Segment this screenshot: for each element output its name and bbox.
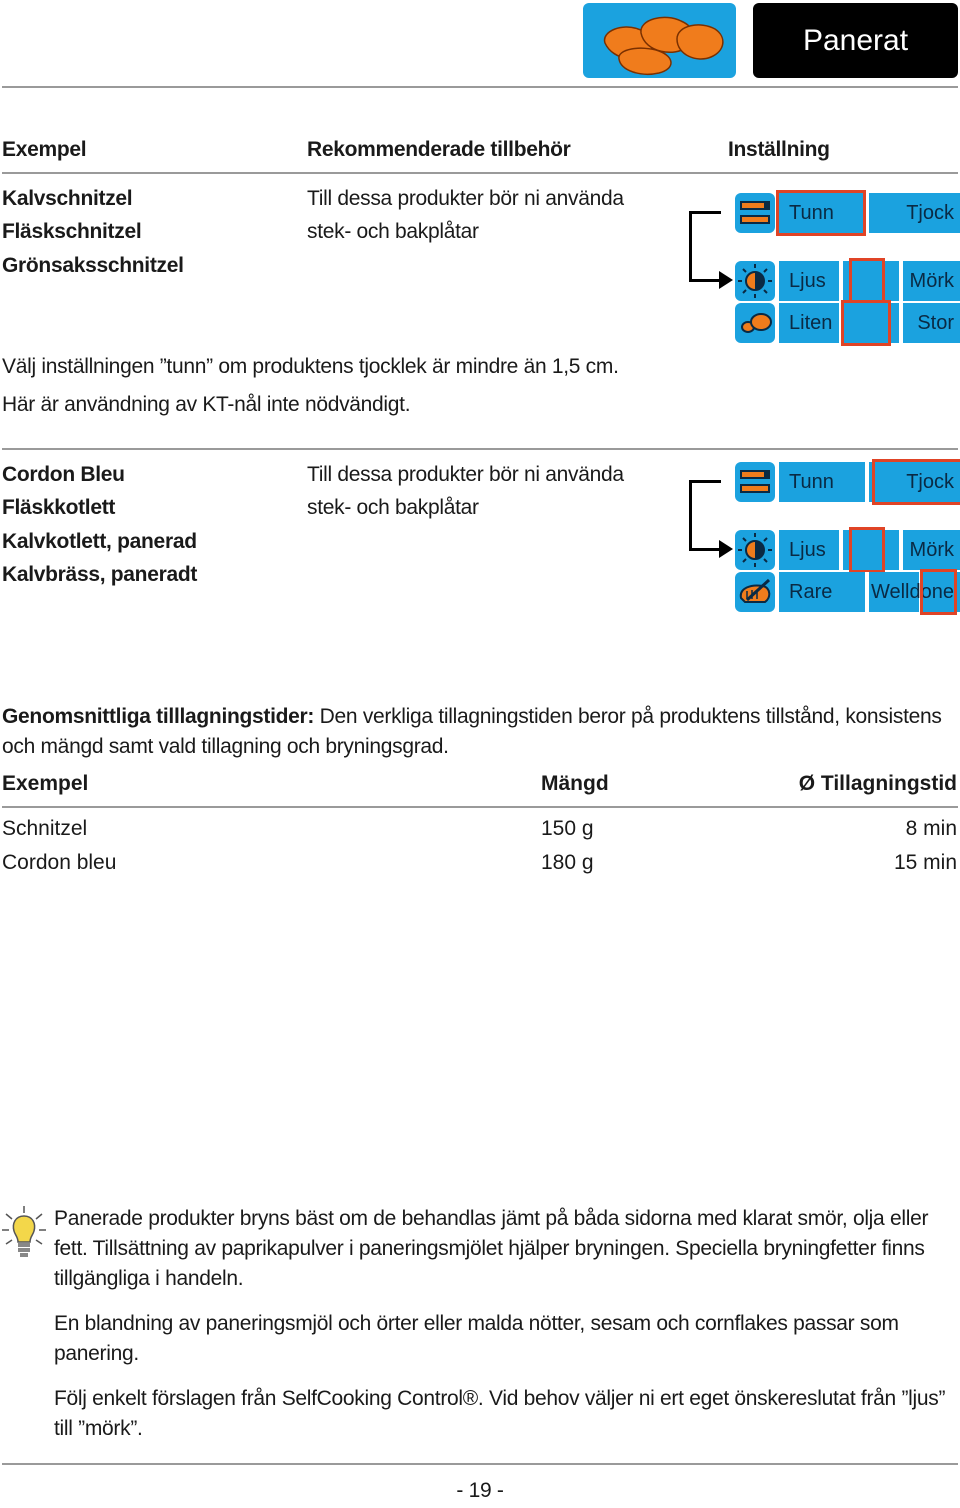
footer-divider (2, 1463, 958, 1465)
accessories-text: Till dessa produkter bör ni använda (307, 187, 624, 210)
setting-row-thickness[interactable] (779, 193, 960, 233)
setting-left-label: Liten (789, 312, 833, 334)
page-number: - 19 - (456, 1479, 504, 1502)
selection-marker (849, 527, 885, 573)
tip-line: tillgängliga i handeln. (54, 1267, 244, 1290)
header-example: Exempel (2, 138, 87, 161)
setting-right-label: Tjock (906, 202, 954, 224)
selection-marker (920, 569, 957, 615)
selection-marker (849, 258, 885, 304)
core-temp-icon (735, 572, 775, 612)
setting-left-label: Tunn (789, 471, 834, 493)
times-header-time: Ø Tillagningstid (798, 772, 957, 795)
selection-marker (872, 459, 960, 505)
setting-right-label: Welldone (870, 581, 954, 603)
header-divider (2, 86, 958, 88)
tip-line: fett. Tillsättning av paprikapulver i paneringsmjölet hjälper bryningen. Speciella bryningfetter finns (54, 1237, 925, 1260)
setting-right-label: Mörk (909, 270, 954, 292)
browning-icon (735, 530, 775, 570)
tip-line: En blandning av paneringsmjöl och örter eller malda nötter, sesam och cornflakes passar som (54, 1312, 899, 1335)
thickness-icon (735, 193, 775, 233)
tip-line: till ”mörk”. (54, 1417, 143, 1440)
list-item: Grönsaksschnitzel (2, 254, 184, 277)
list-item: Kalvbräss, paneradt (2, 563, 198, 586)
times-header-amount: Mängd (541, 772, 609, 795)
setting-row-browning[interactable] (779, 261, 960, 301)
cell-example: Schnitzel (2, 817, 88, 840)
setting-left-label: Ljus (789, 270, 826, 292)
list-item: Cordon Bleu (2, 463, 125, 486)
setting-right-label: Stor (917, 312, 954, 334)
cell-time: 8 min (905, 817, 957, 840)
header-accessories: Rekommenderade tillbehör (307, 138, 571, 161)
setting-left-label: Rare (789, 581, 833, 603)
tip-line: panering. (54, 1342, 139, 1365)
header-setting: Inställning (728, 138, 830, 161)
accessories-text: stek- och bakplåtar (307, 496, 479, 519)
times-header-divider (2, 806, 958, 808)
thickness-icon (735, 462, 775, 502)
times-intro (2, 700, 960, 734)
setting-row-size[interactable] (779, 303, 960, 343)
table-header-divider (2, 172, 958, 174)
breaded-cutlets-icon (583, 3, 736, 78)
times-header-example: Exempel (2, 772, 89, 795)
setting-left-label: Ljus (789, 539, 826, 561)
lightbulb-icon (2, 1204, 46, 1260)
tip-line: Panerade produkter bryns bäst om de behandlas jämt på båda sidorna med klarat smör, olja eller (54, 1207, 929, 1230)
cell-amount: 150 g (541, 817, 594, 840)
list-item: Kalvschnitzel (2, 187, 133, 210)
section-divider (2, 448, 958, 450)
browning-icon (735, 261, 775, 301)
tip-paragraph-3 (54, 1384, 959, 1444)
setting-right-label: Tjock (906, 471, 954, 493)
selection-marker (841, 300, 891, 346)
tip-paragraph-1 (54, 1204, 959, 1294)
logo-tile (583, 3, 736, 78)
times-intro-text: Den verkliga tillagningstiden beror på produktens tillstånd, konsistens (314, 705, 942, 728)
setting-left-label: Tunn (789, 202, 834, 224)
cell-amount: 180 g (541, 851, 594, 874)
list-item: Fläskkotlett (2, 496, 116, 519)
tip-line: Följ enkelt förslagen från SelfCooking Control®. Vid behov väljer ni ert eget önskereslutat från ”ljus” (54, 1387, 946, 1410)
setting-row-browning[interactable] (779, 530, 960, 570)
list-item: Kalvkotlett, panerad (2, 530, 197, 553)
setting-right-label: Mörk (909, 539, 954, 561)
setting-row-thickness[interactable] (779, 462, 960, 502)
accessories-text: stek- och bakplåtar (307, 220, 479, 243)
section-note: Här är användning av KT-nål inte nödvändigt. (2, 393, 411, 416)
setting-panel-1 (685, 193, 960, 345)
cell-example: Cordon bleu (2, 851, 117, 874)
section-note: Välj inställningen ”tunn” om produktens tjocklek är mindre än 1,5 cm. (2, 355, 619, 378)
page-title: Panerat (753, 3, 958, 78)
size-icon (735, 303, 775, 343)
times-intro-line2: och mängd samt vald tillagning och bryningsgrad. (2, 735, 449, 758)
accessories-text: Till dessa produkter bör ni använda (307, 463, 624, 486)
list-item: Fläskschnitzel (2, 220, 142, 243)
cell-time: 15 min (893, 851, 957, 874)
setting-row-core-temperature[interactable] (779, 572, 960, 612)
tip-paragraph-2 (54, 1309, 959, 1369)
selection-marker (776, 190, 866, 236)
setting-panel-2 (685, 462, 960, 614)
times-intro-bold: Genomsnittliga tilllagningstider: (2, 705, 315, 728)
